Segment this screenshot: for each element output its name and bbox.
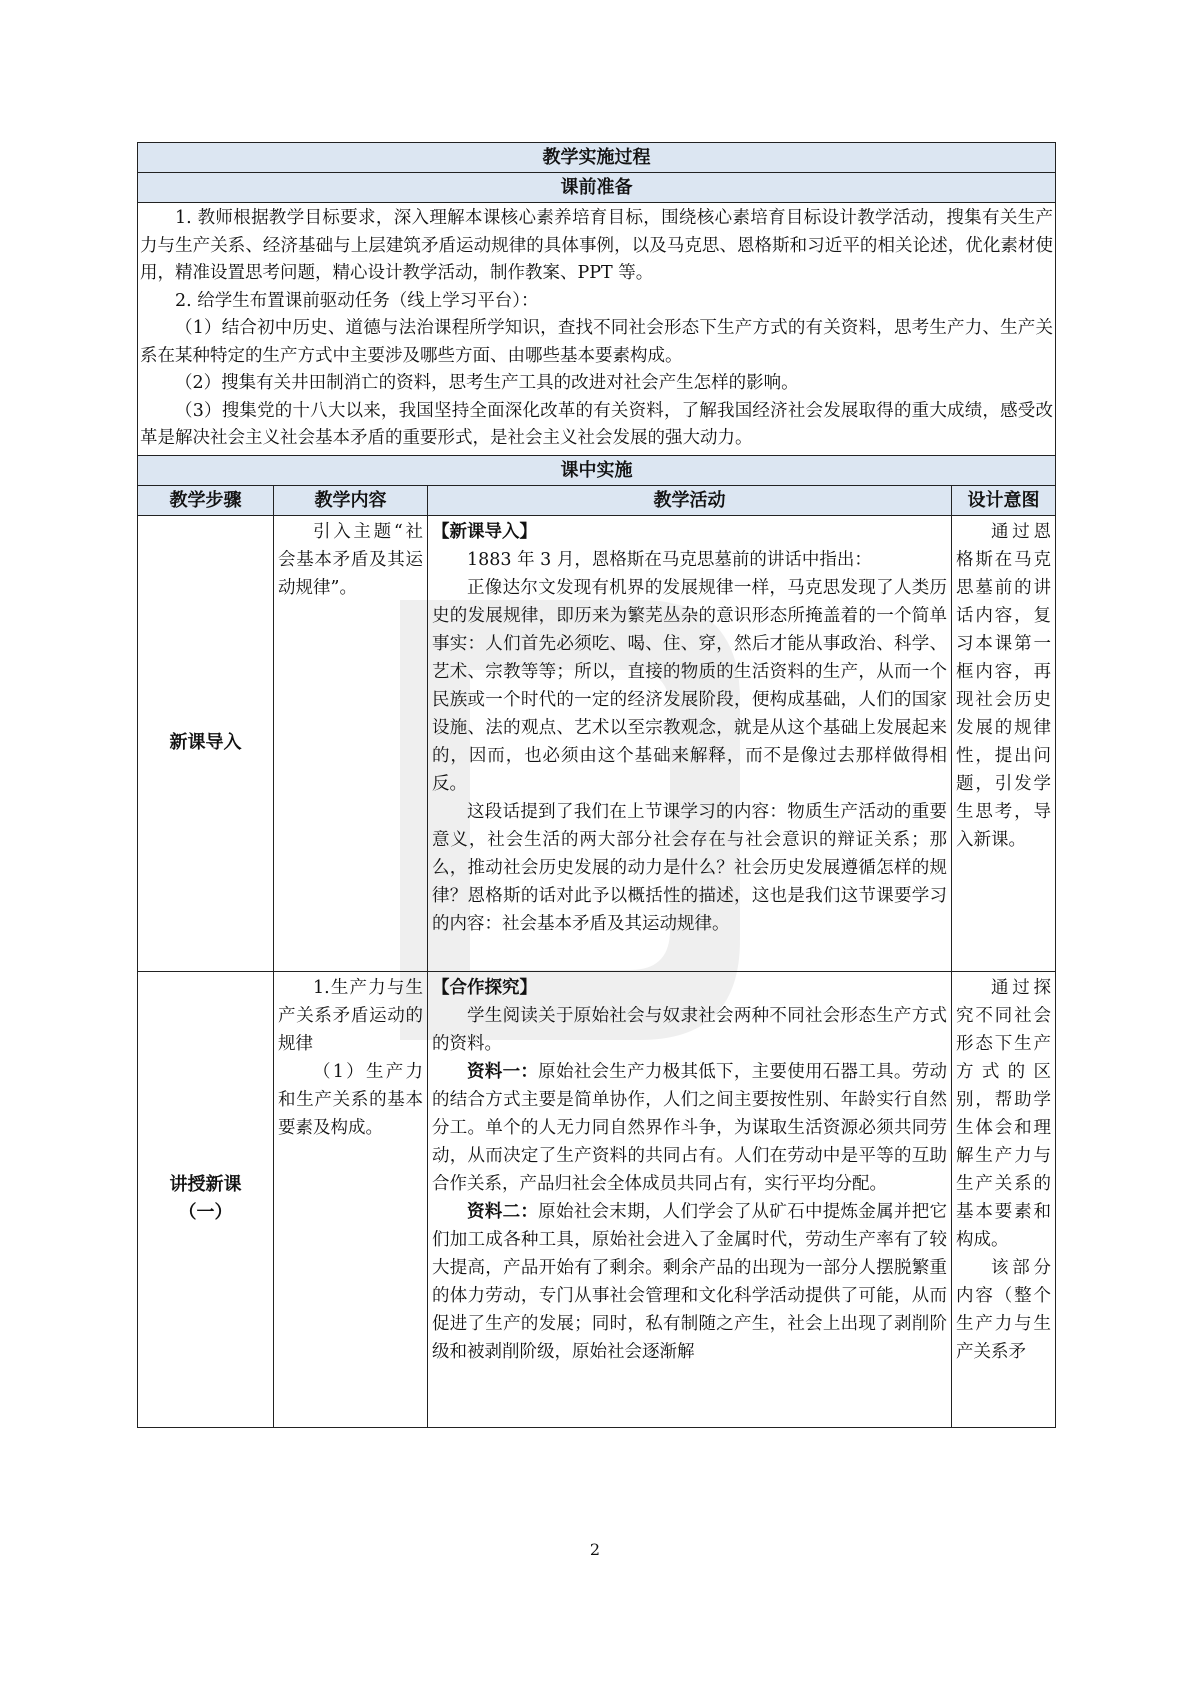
content-text: 引入主题“社会基本矛盾及其运动规律”。 [278, 521, 423, 598]
step-label: 讲授新课 [169, 1174, 242, 1195]
activity-paragraph: 这段话提到了我们在上节课学习的内容：物质生产活动的重要意义，社会生活的两大部分社会存在与社会意识的辩证关系；那么，推动社会历史发展的动力是什么？社会历史发展遵循怎样的规律？恩格斯的话对此予以概括性的描述，这也是我们这节课要学习的内容：社会基本矛盾及其运动规律。 [432, 801, 947, 934]
content-text: （1）生产力和生产关系的基本要素及构成。 [278, 1061, 423, 1138]
content-text: 1.生产力与生产关系矛盾运动的规律 [278, 977, 423, 1054]
content-cell [274, 971, 428, 1427]
pre-class-paragraph: 1. 教师根据教学目标要求，深入理解本课核心素养培育目标，围绕核心素培育目标设计教学活动，搜集有关生产力与生产关系、经济基础与上层建筑矛盾运动规律的具体事例，以及马克思、恩格斯和习近平的相关论述，优化素材使用，精准设置思考问题，精心设计教学活动，制作教案、PPT 等。 [140, 208, 1053, 283]
page-number: 2 [589, 1540, 601, 1559]
step-cell: 新课导入 [138, 515, 274, 971]
activity-cell [428, 971, 952, 1427]
activity-heading: 【新课导入】 [432, 521, 537, 542]
material-label: 资料一： [467, 1061, 539, 1082]
activity-paragraph [432, 1058, 947, 1198]
activity-paragraph [432, 1198, 947, 1366]
table-row [138, 515, 1056, 971]
material-text: 原始社会生产力极其低下，主要使用石器工具。劳动的结合方式主要是简单协作，人们之间主要按性别、年龄实行自然分工。单个的人无力同自然界作斗争，为谋取生活资源必须共同劳动，从而决定了生产资料的共同占有。人们在劳动中是平等的互助合作关系，产品归社会全体成员共同占有，实行平均分配。 [432, 1061, 948, 1194]
pre-class-content [138, 203, 1056, 456]
step-sublabel: （一） [178, 1202, 233, 1223]
intent-cell [952, 515, 1056, 971]
column-header-intent: 设计意图 [952, 485, 1056, 515]
pre-class-paragraph: 2. 给学生布置课前驱动任务（线上学习平台）： [175, 290, 539, 311]
activity-paragraph: 学生阅读关于原始社会与奴隶社会两种不同社会形态生产方式的资料。 [432, 1005, 947, 1054]
material-label: 资料二： [467, 1201, 539, 1222]
in-class-title: 课中实施 [138, 455, 1056, 485]
intent-text: 通过探究不同社会形态下生产方式的区别，帮助学生体会和理解生产力与生产关系的基本要素和构成。 [956, 977, 1051, 1250]
column-header-step: 教学步骤 [138, 485, 274, 515]
pre-class-paragraph: （3）搜集党的十八大以来，我国坚持全面深化改革的有关资料，了解我国经济社会发展取得的重大成绩，感受改革是解决社会主义社会基本矛盾的重要形式，是社会主义社会发展的强大动力。 [140, 400, 1053, 448]
lesson-plan-table [137, 142, 1056, 1428]
pre-class-paragraph: （1）结合初中历史、道德与法治课程所学知识，查找不同社会形态下生产方式的有关资料，思考生产力、生产关系在某种特定的生产方式中主要涉及哪些方面、由哪些基本要素构成。 [140, 318, 1053, 366]
pre-class-paragraph: （2）搜集有关井田制消亡的资料，思考生产工具的改进对社会产生怎样的影响。 [175, 373, 799, 393]
activity-paragraph: 1883 年 3 月，恩格斯在马克思墓前的讲话中指出： [467, 549, 872, 570]
pre-class-title: 课前准备 [138, 173, 1056, 203]
intent-cell [952, 971, 1056, 1427]
step-cell [138, 971, 274, 1427]
intent-text: 通过恩格斯在马克思墓前的讲话内容，复习本课第一框内容，再现社会历史发展的规律性，提出问题，引发学生思考，导入新课。 [956, 521, 1051, 850]
section-title: 教学实施过程 [138, 143, 1056, 173]
material-text: 原始社会末期，人们学会了从矿石中提炼金属并把它们加工成各种工具，原始社会进入了金属时代，劳动生产率有了较大提高，产品开始有了剩余。剩余产品的出现为一部分人摆脱繁重的体力劳动，专门从事社会管理和文化科学活动提供了可能，从而促进了生产的发展；同时，私有制随之产生，社会上出现了剥削阶级和被剥削阶级，原始社会逐渐解 [432, 1201, 948, 1362]
activity-heading: 【合作探究】 [432, 977, 537, 998]
column-header-content: 教学内容 [274, 485, 428, 515]
intent-text: 该部分内容（整个生产力与生产关系矛 [956, 1257, 1051, 1362]
activity-paragraph: 正像达尔文发现有机界的发展规律一样，马克思发现了人类历史的发展规律，即历来为繁芜丛杂的意识形态所掩盖着的一个简单事实：人们首先必须吃、喝、住、穿，然后才能从事政治、科学、艺术、宗教等等；所以，直接的物质的生活资料的生产，从而一个民族或一个时代的一定的经济发展阶段，便构成基础，人们的国家设施、法的观点、艺术以至宗教观念，就是从这个基础上发展起来的，因而，也必须由这个基础来解释，而不是像过去那样做得相反。 [432, 577, 947, 794]
activity-cell [428, 515, 952, 971]
table-row [138, 971, 1056, 1427]
column-header-activity: 教学活动 [428, 485, 952, 515]
content-cell [274, 515, 428, 971]
